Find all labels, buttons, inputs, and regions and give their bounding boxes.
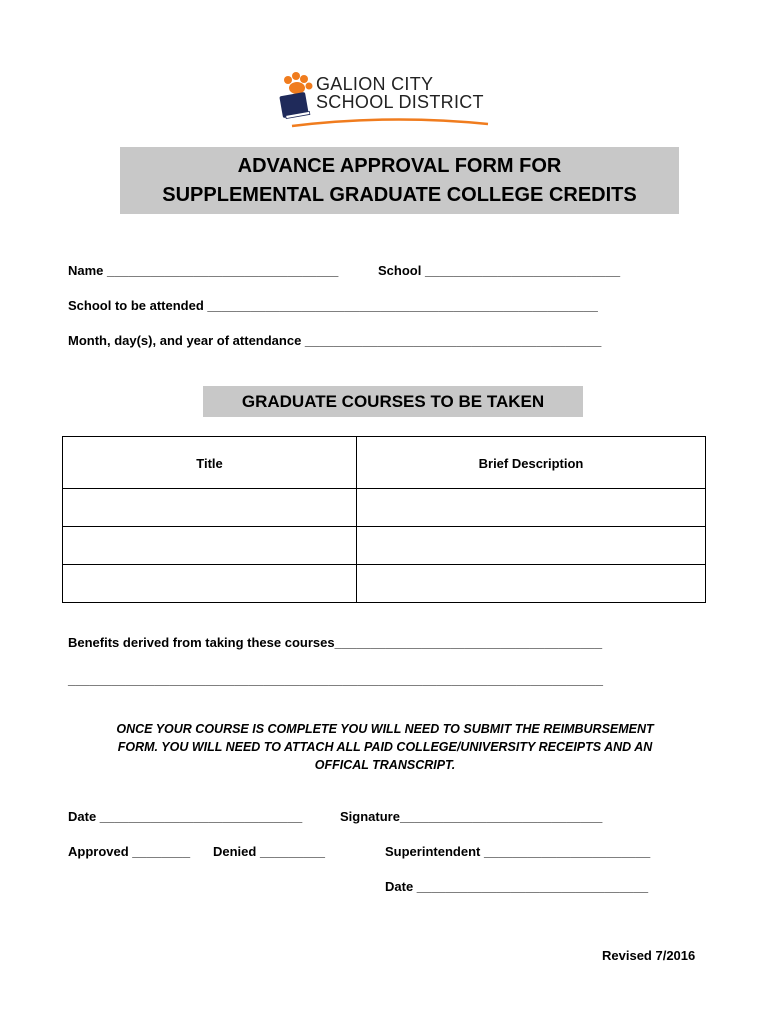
benefits-continuation-line[interactable]: __________________________________________________________________________ xyxy=(68,672,604,687)
superintendent-date-field[interactable]: Date ________________________________ xyxy=(385,879,649,894)
courses-heading xyxy=(203,386,583,417)
table-row xyxy=(63,565,706,603)
school-field[interactable]: School ___________________________ xyxy=(378,263,621,278)
notice-line-3: OFFICAL TRANSCRIPT. xyxy=(314,758,456,772)
table-header-row xyxy=(63,437,706,489)
district-logo xyxy=(276,70,496,130)
table-row xyxy=(63,489,706,527)
form-title-line-2: SUPPLEMENTAL GRADUATE COLLEGE CREDITS xyxy=(162,183,637,206)
logo-swoosh xyxy=(290,116,490,128)
logo-line-1: GALION CITY xyxy=(316,74,434,94)
course-title-cell[interactable] xyxy=(63,527,357,565)
superintendent-field[interactable]: Superintendent _______________________ xyxy=(385,844,651,859)
course-title-cell[interactable] xyxy=(63,565,357,603)
logo-line-2: SCHOOL DISTRICT xyxy=(316,92,484,112)
course-title-cell[interactable] xyxy=(63,489,357,527)
approved-field[interactable]: Approved ________ xyxy=(68,844,191,859)
denied-field[interactable]: Denied _________ xyxy=(213,844,326,859)
courses-table xyxy=(62,436,706,603)
attendance-dates-field[interactable]: Month, day(s), and year of attendance _________________________________________ xyxy=(68,333,602,348)
column-header-description: Brief Description xyxy=(357,437,706,489)
notice-line-1: ONCE YOUR COURSE IS COMPLETE YOU WILL NEED TO SUBMIT THE REIMBURSEMENT xyxy=(116,722,654,736)
course-description-cell[interactable] xyxy=(357,565,706,603)
name-field[interactable]: Name ________________________________ xyxy=(68,263,339,278)
course-description-cell[interactable] xyxy=(357,489,706,527)
form-title-line-1: ADVANCE APPROVAL FORM FOR xyxy=(237,154,562,177)
date-field[interactable]: Date ____________________________ xyxy=(68,809,303,824)
signature-field[interactable]: Signature____________________________ xyxy=(340,809,603,824)
table-row xyxy=(63,527,706,565)
school-attended-field[interactable]: School to be attended ______________________________________________________ xyxy=(68,298,598,313)
courses-heading-text: GRADUATE COURSES TO BE TAKEN xyxy=(241,391,545,411)
form-title xyxy=(120,147,679,214)
column-header-title: Title xyxy=(63,437,357,489)
revision-note: Revised 7/2016 xyxy=(602,948,696,963)
benefits-field[interactable]: Benefits derived from taking these courses_____________________________________ xyxy=(68,635,603,650)
course-description-cell[interactable] xyxy=(357,527,706,565)
reimbursement-notice xyxy=(70,720,700,774)
notice-line-2: FORM. YOU WILL NEED TO ATTACH ALL PAID COLLEGE/UNIVERSITY RECEIPTS AND AN xyxy=(117,740,653,754)
